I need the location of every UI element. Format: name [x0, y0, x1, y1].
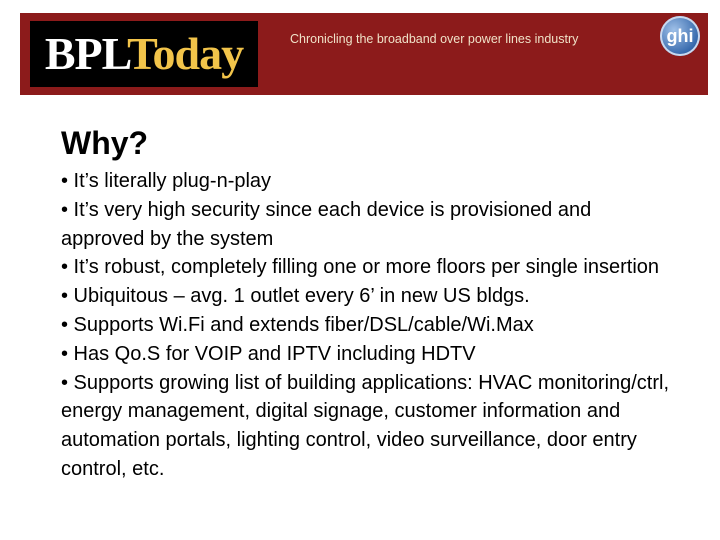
bullet-item: • Supports Wi.Fi and extends fiber/DSL/cable/Wi.Max [61, 313, 534, 336]
bullet-item: • It’s literally plug-n-play [61, 170, 272, 192]
ghi-badge-icon: ghi [660, 16, 700, 56]
header-banner [20, 13, 708, 95]
bullet-item: • It’s robust, completely filling one or more floors per single insertion [61, 256, 660, 279]
bpltoday-logo [30, 21, 258, 87]
header-tagline: Chronicling the broadband over power lines industry [290, 32, 579, 46]
slide-title: Why? [61, 125, 149, 161]
bullet-list [61, 167, 671, 484]
bullet-item: • Supports growing list of building applications: HVAC monitoring/ctrl, energy management, digital signage, customer information and automation portals, lighting control, video surveillance, door entry control, etc. [61, 371, 670, 480]
logo-bpl-text: BPL [44, 28, 128, 79]
logo-today-text: Today [127, 28, 244, 79]
bullet-item: • Has Qo.S for VOIP and IPTV including HDTV [61, 342, 476, 365]
bullet-item: • It’s very high security since each device is provisioned and approved by the system [61, 198, 592, 250]
bullet-item: • Ubiquitous – avg. 1 outlet every 6’ in new US bldgs. [61, 285, 530, 308]
